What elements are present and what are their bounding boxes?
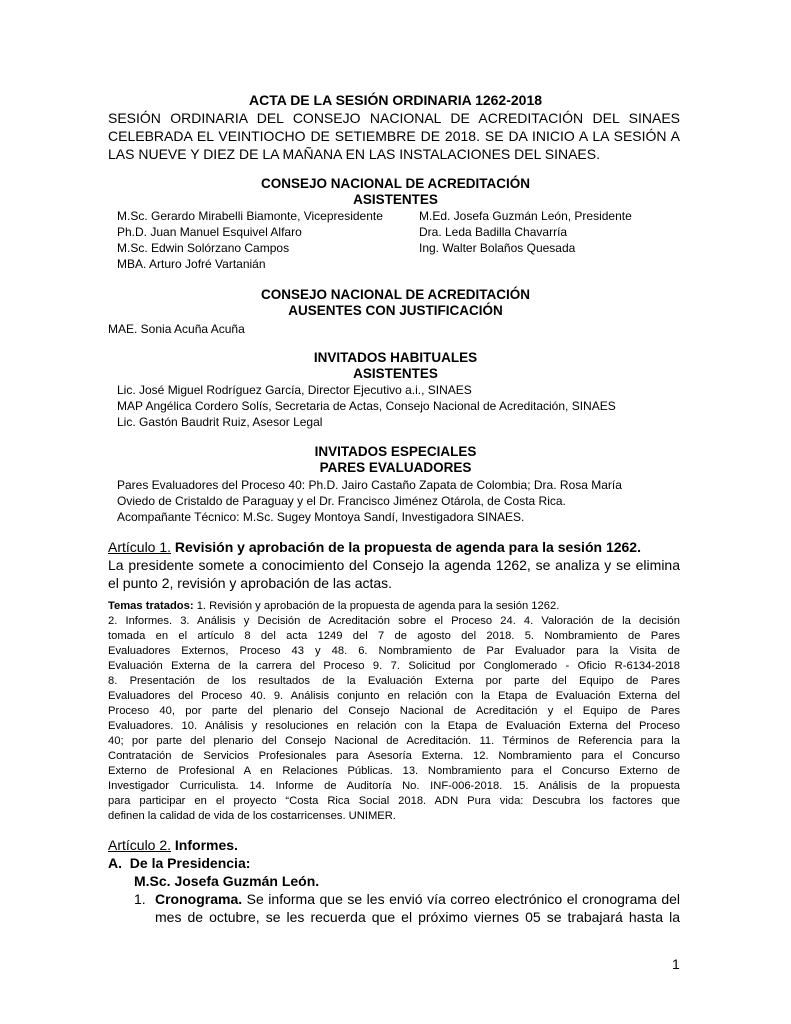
special-guests-heading: INVITADOS ESPECIALES (314, 444, 477, 459)
session-intro (108, 109, 680, 163)
topics-label: Temas tratados: (108, 600, 194, 612)
guest-name: MAP Angélica Cordero Solís, Secretaria de Actas, Consejo Nacional de Acreditación, SINAES (117, 399, 616, 413)
page-number: 1 (672, 956, 680, 972)
peer-evaluators-subheading: PARES EVALUADORES (319, 460, 472, 475)
topics-first-text: 1. Revisión y aprobación de la propuesta de agenda para la sesión 1262. (196, 600, 560, 612)
topics-line: Evaluación Externa de la carrera del Proceso 9. 7. Solicitud por Conglomerado - Oficio R-6134-2018 (108, 660, 680, 672)
topics-line: Contratación de Servicios Profesionales para Asesoría Externa. 12. Nombramiento para el Concurso (108, 750, 680, 762)
intro-line: CELEBRADA EL VEINTIOCHO DE SETIEMBRE DE 2018. SE DA INICIO A LA SESIÓN A (108, 128, 680, 144)
topics-line: Evaluadores del Proceso 40. 9. Análisis conjunto en relación con la Etapa de Evaluación Externa del (108, 690, 680, 702)
item-text: Se informa que se les envió vía correo electrónico el cronograma del (246, 891, 681, 907)
attendee-name: Dra. Leda Badilla Chavarría (419, 225, 568, 239)
president-name: M.Sc. Josefa Guzmán León. (134, 873, 320, 889)
evaluators-line: Acompañante Técnico: M.Sc. Sugey Montoya Sandí, Investigadora SINAES. (117, 510, 525, 524)
item-line: mes de octubre, se les recuerda que el próximo viernes 05 se trabajará hasta la (155, 909, 680, 925)
article-1-body-line: el punto 2, revisión y aprobación de las actas. (108, 575, 393, 591)
attendees-subheading: ASISTENTES (353, 192, 438, 207)
attendee-name: M.Ed. Josefa Guzmán León, Presidente (419, 209, 632, 223)
topics-list (108, 599, 680, 824)
article-2-title: Informes. (174, 837, 238, 853)
attendee-name: M.Sc. Edwin Solórzano Campos (117, 241, 290, 255)
attendee-name: MBA. Arturo Jofré Vartanián (117, 257, 266, 271)
guest-name: Lic. José Miguel Rodríguez García, Director Ejecutivo a.i., SINAES (117, 383, 472, 397)
article-1-body-line: La presidente somete a conocimiento del Consejo la agenda 1262, se analiza y se elimina (108, 557, 680, 573)
council-heading: CONSEJO NACIONAL DE ACREDITACIÓN (260, 287, 531, 302)
topics-first-line (108, 599, 680, 614)
intro-line: SESIÓN ORDINARIA DEL CONSEJO NACIONAL DE ACREDITACIÓN DEL SINAES (108, 110, 680, 126)
evaluators-line: Oviedo de Cristaldo de Paraguay y el Dr. Francisco Jiménez Otárola, de Costa Rica. (117, 494, 566, 508)
article-1-label: Artículo 1. (108, 539, 172, 555)
item-line (155, 890, 680, 908)
article-2-heading (108, 836, 680, 854)
intro-line: LAS NUEVE Y DIEZ DE LA MAÑANA EN LAS INSTALACIONES DEL SINAES. (108, 146, 600, 162)
item-title: Cronograma. (155, 891, 243, 907)
topics-line: tomada en el artículo 8 del acta 1249 del 7 de agosto del 2018. 5. Nombramiento de Pares (108, 630, 680, 642)
guest-name: Lic. Gastón Baudrit Ruiz, Asesor Legal (117, 415, 323, 429)
habitual-guests-heading: INVITADOS HABITUALES (313, 350, 478, 365)
topics-line: Evaluadores. 10. Análisis y resoluciones en relación con la Etapa de Evaluación Externa del Proceso (108, 720, 680, 732)
item-number: 1. (134, 891, 146, 907)
topics-line: Investigador Curriculista. 14. Informe de Auditoría No. INF-006-2018. 15. Análisis de la propuesta (108, 780, 680, 792)
topics-line: Evaluadores Externos, Proceso 43 y 48. 6. Nombramiento de Par Evaluador para la Visita de (108, 645, 680, 657)
topics-line: 40; por parte del plenario del Consejo Nacional de Acreditación. 11. Términos de Referencia para la (108, 735, 680, 747)
article-2-label: Artículo 2. (108, 837, 172, 853)
absent-member: MAE. Sonia Acuña Acuña (108, 322, 245, 336)
evaluators-line: Pares Evaluadores del Proceso 40: Ph.D. Jairo Castaño Zapata de Colombia; Dra. Rosa María (117, 478, 622, 492)
topics-line: Externo de Profesional A en Relaciones Públicas. 13. Nombramiento para el Concurso Externo de (108, 765, 680, 777)
topics-line: Proceso 40, por parte del plenario del Consejo Nacional de Acreditación y el Equipo de Pares (108, 705, 680, 717)
absent-subheading: AUSENTES CON JUSTIFICACIÓN (288, 303, 503, 318)
topics-line: 2. Informes. 3. Análisis y Decisión de Acreditación sobre el Proceso 24. 4. Valoración de la decisión (108, 615, 680, 627)
presidency-subsection: A. De la Presidencia: (108, 855, 251, 871)
article-1-heading (108, 538, 680, 556)
habitual-guests-subheading: ASISTENTES (353, 366, 438, 381)
attendee-name: Ph.D. Juan Manuel Esquivel Alfaro (117, 225, 302, 239)
topics-line: definen la calidad de vida de los costarricenses. UNIMER. (108, 810, 396, 822)
attendee-name: Ing. Walter Bolaños Quesada (419, 241, 576, 255)
document-title: ACTA DE LA SESIÓN ORDINARIA 1262-2018 (248, 92, 543, 108)
council-heading: CONSEJO NACIONAL DE ACREDITACIÓN (260, 176, 531, 191)
topics-line: para participar en el proyecto “Costa Rica Social 2018. ADN Pura vida: Descubra los factores que (108, 795, 680, 807)
topics-line: 8. Presentación de los resultados de la Evaluación Externa por parte del Equipo de Pares (108, 675, 680, 687)
attendee-name: M.Sc. Gerardo Mirabelli Biamonte, Vicepresidente (117, 209, 383, 223)
article-1-title: Revisión y aprobación de la propuesta de agenda para la sesión 1262. (174, 539, 641, 555)
